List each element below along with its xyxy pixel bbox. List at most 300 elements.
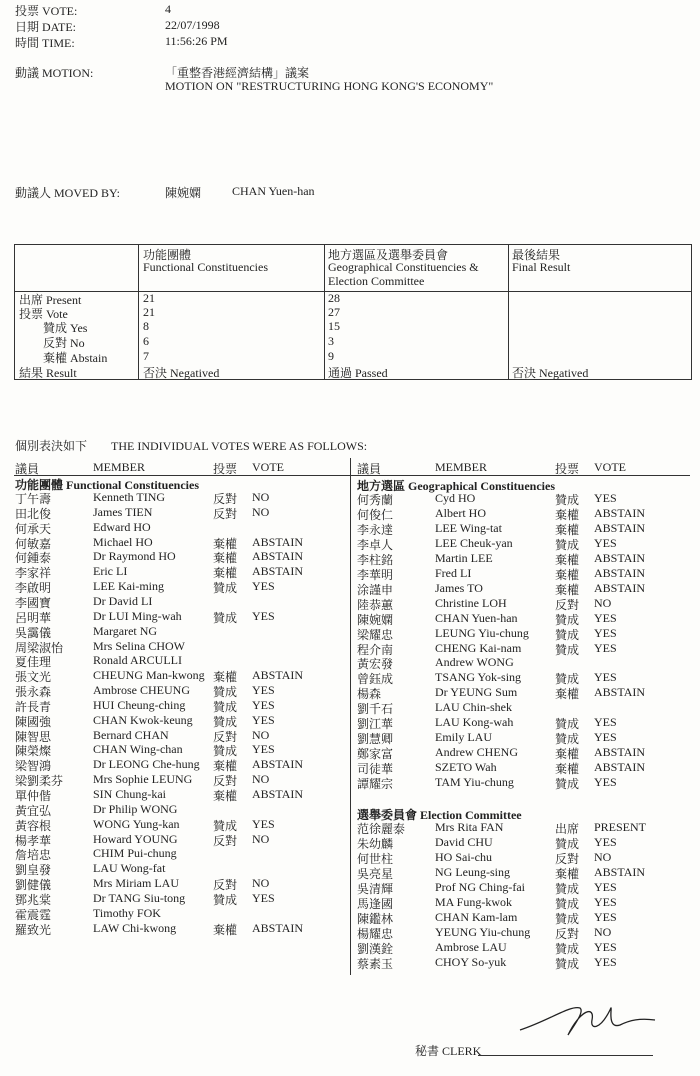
- member-row: [357, 940, 687, 955]
- member-name-en: Ronald ARCULLI: [93, 653, 182, 668]
- vote-cn: 棄權: [555, 687, 580, 702]
- member-row: [15, 772, 345, 787]
- vote-en: YES: [252, 608, 275, 623]
- member-row: [357, 760, 687, 775]
- vote-en: YES: [594, 625, 617, 640]
- member-row: [15, 490, 345, 505]
- member-row: [15, 742, 345, 757]
- member-row: [15, 832, 345, 847]
- member-row: [15, 846, 345, 861]
- member-name-en: Edward HO: [93, 519, 151, 534]
- member-name-cn: 李柱銘: [357, 552, 394, 567]
- vote-cn: 棄權: [555, 552, 580, 567]
- member-name-cn: 何敏嘉: [15, 536, 52, 551]
- member-name-cn: 劉健儀: [15, 878, 52, 893]
- member-name-en: MA Fung-kwok: [435, 895, 513, 909]
- member-row: [15, 549, 345, 564]
- member-name-cn: 陳榮燦: [15, 744, 52, 759]
- member-row: [357, 626, 687, 641]
- vote-en: ABSTAIN: [252, 549, 304, 564]
- member-name-cn: 楊森: [357, 687, 382, 702]
- date-label: 日期 DATE:: [15, 20, 76, 34]
- summary-row-label: 反對 No: [43, 336, 85, 350]
- member-name-en: Ambrose LAU: [435, 940, 507, 954]
- vote-en: NO: [252, 831, 270, 846]
- member-name-cn: 詹培忠: [15, 848, 52, 863]
- vote-en: NO: [252, 772, 270, 787]
- vote-en: ABSTAIN: [594, 685, 646, 700]
- vote-en: YES: [594, 880, 617, 894]
- vote-cn: 反對: [213, 492, 238, 506]
- member-name-en: LAU Chin-shek: [435, 700, 512, 715]
- col-header-geo-cn: 地方選區及選舉委員會: [328, 248, 449, 262]
- member-name-en: James TIEN: [93, 504, 153, 519]
- vote-en: YES: [252, 890, 275, 905]
- vote-cn: 反對: [555, 852, 580, 866]
- vote-en: ABSTAIN: [252, 787, 304, 801]
- vote-en: YES: [594, 940, 617, 954]
- vote-cn: 棄權: [555, 762, 580, 777]
- vote-cn: 棄權: [555, 582, 580, 597]
- member-row: [357, 611, 687, 626]
- vote-en: YES: [594, 775, 617, 790]
- vote-en: YES: [594, 895, 617, 909]
- member-name-en: David CHU: [435, 835, 493, 849]
- vote-cn: 棄權: [213, 536, 238, 551]
- vote-cn: 反對: [555, 597, 580, 612]
- vote-cn: 贊成: [555, 897, 580, 911]
- mover-name-cn: 陳婉嫻: [165, 186, 202, 200]
- vote-en: ABSTAIN: [252, 564, 304, 579]
- functional-count: 6: [143, 334, 149, 348]
- vote-en: PRESENT: [594, 820, 647, 834]
- vote-en: NO: [594, 850, 612, 864]
- vote-cn: 贊成: [555, 912, 580, 926]
- member-name-cn: 陸恭蕙: [357, 597, 394, 612]
- member-row: [357, 641, 687, 656]
- member-row: [357, 566, 687, 581]
- member-row: [15, 906, 345, 921]
- member-row: [15, 564, 345, 579]
- member-row: [15, 817, 345, 832]
- member-name-cn: 羅致光: [15, 922, 52, 937]
- member-name-cn: 梁智鴻: [15, 759, 52, 774]
- member-name-cn: 譚耀宗: [357, 777, 394, 792]
- member-name-en: Mrs Rita FAN: [435, 820, 504, 834]
- vote-en: YES: [594, 730, 617, 745]
- motion-title-en: MOTION ON "RESTRUCTURING HONG KONG'S ECONOMY": [165, 79, 494, 93]
- col-header-geo-en2: Election Committee: [328, 274, 425, 288]
- member-name-cn: 何秀蘭: [357, 493, 394, 507]
- vote-en: YES: [594, 640, 617, 655]
- member-row: [15, 668, 345, 683]
- member-row: [357, 895, 687, 910]
- vote-en: ABSTAIN: [252, 757, 304, 772]
- member-name-cn: 黃宜弘: [15, 803, 52, 818]
- vote-cn: 反對: [213, 833, 238, 848]
- vote-en: ABSTAIN: [594, 745, 646, 760]
- vote-cn: 贊成: [213, 744, 238, 759]
- member-row: [357, 536, 687, 551]
- member-name-cn: 馬逢國: [357, 897, 394, 911]
- vote-en: ABSTAIN: [594, 565, 646, 580]
- geographical-count: 9: [328, 349, 334, 363]
- member-name-en: TAM Yiu-chung: [435, 775, 514, 790]
- vote-cn: 贊成: [555, 612, 580, 627]
- col-header-final-en: Final Result: [512, 260, 571, 274]
- member-name-en: CHAN Kam-lam: [435, 910, 518, 924]
- member-row: [15, 653, 345, 668]
- col-header-geo-en: Geographical Constituencies &: [328, 260, 479, 274]
- member-row: [357, 506, 687, 521]
- member-name-cn: 李永達: [357, 522, 394, 537]
- member-name-en: Christine LOH: [435, 595, 507, 610]
- summary-table: [14, 244, 692, 380]
- vote-cn: 反對: [555, 927, 580, 941]
- member-row: [357, 700, 687, 715]
- member-name-en: Dr Raymond HO: [93, 549, 176, 564]
- vote-cn: 反對: [213, 729, 238, 744]
- vote-cn: 棄權: [555, 522, 580, 537]
- member-row: [357, 745, 687, 760]
- member-name-en: Dr YEUNG Sum: [435, 685, 518, 700]
- vote-en: YES: [252, 712, 275, 727]
- member-name-en: NG Leung-sing: [435, 865, 510, 879]
- vote-en: NO: [594, 595, 612, 610]
- member-name-en: CHEUNG Man-kwong: [93, 668, 205, 683]
- member-name-cn: 李華明: [357, 567, 394, 582]
- member-row: [357, 670, 687, 685]
- vote-cn: 贊成: [555, 672, 580, 687]
- member-name-en: CHOY So-yuk: [435, 955, 507, 969]
- member-name-cn: 朱幼麟: [357, 837, 394, 851]
- member-name-en: Dr LEONG Che-hung: [93, 757, 200, 772]
- member-name-cn: 程介南: [357, 642, 394, 657]
- member-name-cn: 楊耀忠: [357, 927, 394, 941]
- vote-cn: 棄權: [213, 551, 238, 566]
- date-value: 22/07/1998: [165, 18, 220, 32]
- member-name-en: Emily LAU: [435, 730, 492, 745]
- member-row: [15, 505, 345, 520]
- member-row: [357, 820, 687, 835]
- member-row: [15, 594, 345, 609]
- member-name-en: CHENG Kai-nam: [435, 640, 522, 655]
- vote-cn: 贊成: [555, 942, 580, 956]
- vote-en: ABSTAIN: [594, 550, 646, 565]
- member-name-cn: 張文光: [15, 670, 52, 685]
- vote-en: ABSTAIN: [594, 865, 646, 879]
- member-name-cn: 陳鑑林: [357, 912, 394, 926]
- member-name-en: Mrs Selina CHOW: [93, 638, 185, 653]
- member-row: [357, 596, 687, 611]
- member-name-cn: 李啟明: [15, 581, 52, 596]
- vote-en: YES: [252, 697, 275, 712]
- vote-en: ABSTAIN: [594, 505, 646, 520]
- vote-en: ABSTAIN: [252, 668, 304, 683]
- member-name-cn: 周梁淑怡: [15, 640, 64, 655]
- list-header-vote-cn: 投票: [555, 462, 580, 476]
- member-name-cn: 范徐麗泰: [357, 822, 406, 836]
- member-name-cn: 陳國強: [15, 714, 52, 729]
- vote-cn: 反對: [213, 878, 238, 893]
- member-row: [15, 609, 345, 624]
- member-name-en: LEE Kai-ming: [93, 579, 164, 594]
- member-name-en: HUI Cheung-ching: [93, 697, 186, 712]
- member-row: [15, 921, 345, 936]
- member-row: [15, 579, 345, 594]
- member-row: [15, 624, 345, 639]
- member-name-cn: 劉江華: [357, 717, 394, 732]
- member-name-cn: 吳靄儀: [15, 625, 52, 640]
- member-row: [15, 713, 345, 728]
- vote-en: YES: [594, 910, 617, 924]
- member-name-en: Dr Philip WONG: [93, 801, 178, 816]
- member-name-cn: 蔡素玉: [357, 957, 394, 971]
- member-name-cn: 劉慧卿: [357, 732, 394, 747]
- member-row: [357, 521, 687, 536]
- vote-en: ABSTAIN: [252, 534, 304, 549]
- vote-cn: 贊成: [555, 493, 580, 507]
- vote-en: YES: [252, 683, 275, 698]
- member-name-en: LAU Wong-fat: [93, 861, 166, 876]
- vote-cn: 棄權: [555, 747, 580, 762]
- functional-count: 8: [143, 319, 149, 333]
- member-name-en: Ambrose CHEUNG: [93, 683, 190, 698]
- list-header-member-cn: 議員: [357, 462, 382, 476]
- member-row: [15, 535, 345, 550]
- member-row: [357, 835, 687, 850]
- member-name-en: YEUNG Yiu-chung: [435, 925, 531, 939]
- member-row: [357, 685, 687, 700]
- member-row: [357, 850, 687, 865]
- member-row: [15, 728, 345, 743]
- vote-cn: 棄權: [555, 507, 580, 522]
- member-name-en: Mrs Sophie LEUNG: [93, 772, 193, 787]
- member-name-en: Bernard CHAN: [93, 727, 169, 742]
- member-row: [357, 775, 687, 790]
- member-name-en: Albert HO: [435, 505, 486, 520]
- member-name-cn: 丁午壽: [15, 492, 52, 506]
- vote-cn: 棄權: [213, 670, 238, 685]
- geographical-count: 27: [328, 305, 340, 319]
- col-header-final-cn: 最後結果: [512, 248, 561, 262]
- member-name-en: Martin LEE: [435, 550, 493, 565]
- list-header-vote-cn: 投票: [213, 462, 238, 476]
- member-name-en: Margaret NG: [93, 623, 158, 638]
- functional-count: 21: [143, 291, 155, 305]
- member-name-cn: 劉皇發: [15, 863, 52, 878]
- functional-count: 21: [143, 305, 155, 319]
- member-name-en: LEE Cheuk-yan: [435, 535, 513, 550]
- vote-en: YES: [594, 670, 617, 685]
- member-name-cn: 夏佳理: [15, 655, 52, 670]
- geographical-count: 28: [328, 291, 340, 305]
- member-name-en: Andrew WONG: [435, 655, 514, 670]
- geographical-count: 15: [328, 319, 340, 333]
- member-name-en: Prof NG Ching-fai: [435, 880, 525, 894]
- member-row: [15, 861, 345, 876]
- member-name-cn: 梁耀忠: [357, 627, 394, 642]
- vote-en: NO: [252, 876, 270, 891]
- member-name-en: WONG Yung-kan: [93, 816, 180, 831]
- vote-en: YES: [594, 835, 617, 849]
- summary-row-label: 出席 Present: [19, 293, 82, 307]
- member-name-en: Andrew CHENG: [435, 745, 518, 760]
- clerk-label: 秘書 CLERK: [415, 1044, 482, 1058]
- list-header-member-cn: 議員: [15, 462, 40, 476]
- member-name-cn: 曾鈺成: [357, 672, 394, 687]
- vote-en: YES: [252, 816, 275, 831]
- list-header-vote-en: VOTE: [594, 460, 626, 474]
- member-name-en: LAW Chi-kwong: [93, 920, 177, 935]
- member-row: [15, 802, 345, 817]
- member-row: [15, 891, 345, 906]
- vote-cn: 棄權: [213, 566, 238, 581]
- member-row: [15, 757, 345, 772]
- motion-title-cn: 「重整香港經濟結構」議案: [165, 66, 310, 80]
- vote-cn: 棄權: [555, 567, 580, 582]
- vote-en: ABSTAIN: [594, 520, 646, 535]
- member-row: [15, 787, 345, 802]
- member-name-en: CHAN Kwok-keung: [93, 712, 193, 727]
- vote-cn: 贊成: [213, 818, 238, 833]
- clerk-signature: [510, 990, 660, 1050]
- vote-cn: 出席: [555, 822, 580, 836]
- member-name-cn: 鄧兆棠: [15, 892, 52, 907]
- vote-cn: 贊成: [555, 642, 580, 657]
- member-name-cn: 楊孝華: [15, 833, 52, 848]
- vote-number: 4: [165, 2, 171, 16]
- member-name-en: James TO: [435, 580, 483, 595]
- vote-en: ABSTAIN: [594, 580, 646, 595]
- vote-en: ABSTAIN: [594, 760, 646, 775]
- vote-cn: 贊成: [555, 882, 580, 896]
- summary-row-label: 贊成 Yes: [43, 321, 88, 335]
- member-name-en: Fred LI: [435, 565, 472, 580]
- geographical-count: 3: [328, 334, 334, 348]
- member-name-en: Michael HO: [93, 534, 153, 549]
- member-name-en: TSANG Yok-sing: [435, 670, 522, 685]
- vote-cn: 棄權: [213, 922, 238, 937]
- vote-en: YES: [594, 535, 617, 550]
- member-row: [15, 876, 345, 891]
- member-name-en: Dr TANG Siu-tong: [93, 890, 186, 905]
- member-row: [15, 683, 345, 698]
- vote-en: ABSTAIN: [252, 920, 304, 935]
- member-name-cn: 劉千石: [357, 702, 394, 717]
- member-name-cn: 何世柱: [357, 852, 394, 866]
- vote-cn: 贊成: [213, 581, 238, 596]
- member-name-cn: 李國寶: [15, 595, 52, 610]
- vote-en: NO: [252, 490, 270, 504]
- member-row: [357, 865, 687, 880]
- list-header-member-en: MEMBER: [93, 460, 146, 474]
- member-name-cn: 劉漢銓: [357, 942, 394, 956]
- member-name-en: CHAN Wing-chan: [93, 742, 183, 757]
- member-row: [357, 925, 687, 940]
- vote-en: YES: [252, 742, 275, 757]
- vote-cn: 贊成: [213, 699, 238, 714]
- member-name-en: Eric LI: [93, 564, 128, 579]
- member-name-cn: 李家祥: [15, 566, 52, 581]
- member-name-cn: 李卓人: [357, 537, 394, 552]
- col-header-functional-en: Functional Constituencies: [143, 260, 268, 274]
- vote-label: 投票 VOTE:: [15, 4, 78, 18]
- vote-cn: 贊成: [555, 537, 580, 552]
- member-name-en: Dr David LI: [93, 593, 153, 608]
- member-name-en: Howard YOUNG: [93, 831, 178, 846]
- summary-row-label: 結果 Result: [19, 366, 77, 380]
- vote-cn: 贊成: [213, 892, 238, 907]
- vote-cn: 贊成: [213, 610, 238, 625]
- member-name-en: SZETO Wah: [435, 760, 497, 775]
- vote-en: NO: [252, 727, 270, 742]
- member-name-en: Kenneth TING: [93, 490, 166, 504]
- member-name-cn: 吳亮星: [357, 867, 394, 881]
- member-name-cn: 田北俊: [15, 506, 52, 521]
- member-name-cn: 黃宏發: [357, 657, 394, 672]
- section-title: 地方選區 Geographical Constituencies: [357, 479, 555, 493]
- individual-votes-title: 個別表決如下 THE INDIVIDUAL VOTES WERE AS FOLLOWS:: [15, 439, 368, 453]
- vote-cn: 贊成: [555, 777, 580, 792]
- member-name-cn: 陳智思: [15, 729, 52, 744]
- vote-cn: 棄權: [213, 759, 238, 774]
- time-label: 時間 TIME:: [15, 36, 75, 50]
- member-name-en: HO Sai-chu: [435, 850, 492, 864]
- member-name-cn: 陳婉嫻: [357, 612, 394, 627]
- vote-cn: 棄權: [213, 789, 238, 803]
- member-name-en: Cyd HO: [435, 491, 476, 505]
- section-title: 功能團體 Functional Constituencies: [15, 478, 200, 492]
- time-value: 11:56:26 PM: [165, 34, 228, 48]
- summary-row-label: 棄權 Abstain: [43, 351, 108, 365]
- motion-label: 動議 MOTION:: [15, 66, 94, 80]
- member-name-cn: 單仲偕: [15, 789, 52, 803]
- list-header-vote-en: VOTE: [252, 460, 284, 474]
- summary-row-label: 投票 Vote: [19, 307, 68, 321]
- member-row: [15, 698, 345, 713]
- vote-en: YES: [252, 579, 275, 594]
- member-name-cn: 張永森: [15, 685, 52, 700]
- vote-cn: 棄權: [555, 867, 580, 881]
- member-name-cn: 涂謹申: [357, 582, 394, 597]
- vote-cn: 贊成: [555, 837, 580, 851]
- section-title: 選舉委員會 Election Committee: [357, 808, 522, 822]
- vote-en: NO: [594, 925, 612, 939]
- vote-en: YES: [594, 715, 617, 730]
- member-row: [357, 730, 687, 745]
- final-result: 否決 Negatived: [512, 366, 589, 380]
- functional-count: 7: [143, 349, 149, 363]
- col-header-functional-cn: 功能團體: [143, 248, 192, 262]
- member-name-en: LAU Kong-wah: [435, 715, 514, 730]
- member-name-en: CHAN Yuen-han: [435, 610, 518, 625]
- vote-cn: 反對: [213, 506, 238, 521]
- member-row: [357, 581, 687, 596]
- member-row: [15, 639, 345, 654]
- vote-cn: 贊成: [555, 957, 580, 971]
- member-name-en: Mrs Miriam LAU: [93, 876, 179, 891]
- member-row: [357, 880, 687, 895]
- member-name-en: Dr LUI Ming-wah: [93, 608, 182, 623]
- vote-en: YES: [594, 610, 617, 625]
- member-name-cn: 何鍾泰: [15, 551, 52, 566]
- member-name-cn: 許長青: [15, 699, 52, 714]
- mover-name-en: CHAN Yuen-han: [232, 184, 315, 198]
- member-row: [357, 655, 687, 670]
- geographical-count: 通過 Passed: [328, 366, 388, 380]
- vote-cn: 贊成: [555, 732, 580, 747]
